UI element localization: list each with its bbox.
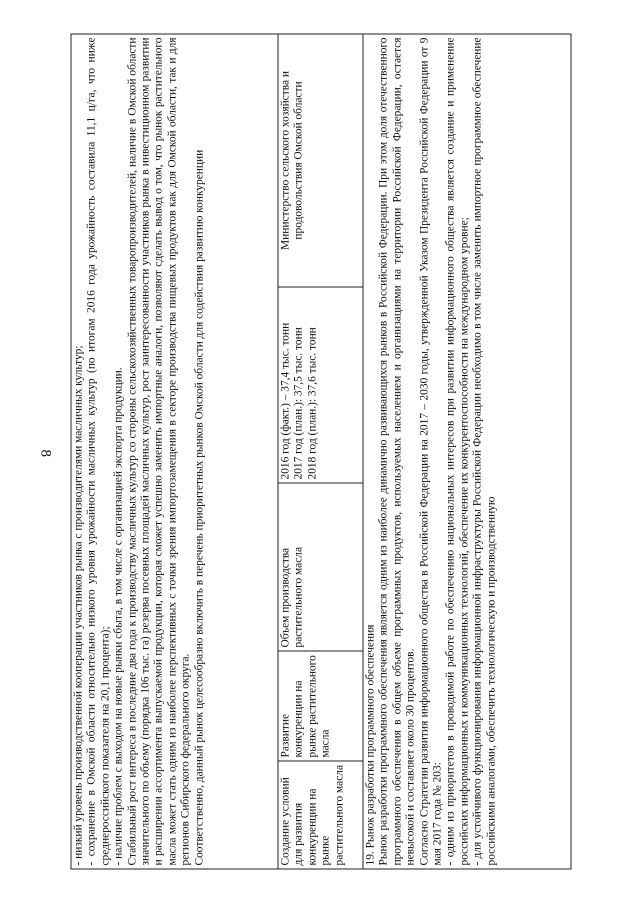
value-2016: 2016 год (факт.) – 37,4 тыс. тонн <box>279 322 291 480</box>
section-row-software-market <box>363 34 571 869</box>
oil-market-analysis-cell <box>71 34 278 869</box>
document-table <box>70 33 571 869</box>
paragraph: - одним из приоритетов в проводимой работе по обеспечению национальных интересов при развитии информационного общества является создание и применение российских информационных и коммуникационных технологий, обеспечение их конкурентоспособности на международном уровне; <box>444 37 470 866</box>
paragraph: - сохранение в Омской области относительно низкого уровня урожайности масличных культур (по итогам 2016 года урожайность составила 11,1 ц/га, что ниже среднероссийского показателя на 20,1 процента); <box>85 37 111 866</box>
page-number: 8 <box>37 449 54 457</box>
cell-values <box>278 287 363 483</box>
section-row-oil-market-analysis <box>71 34 278 869</box>
paragraph: Соответственно, данный рынок целесообразно включить в перечень приоритетных рынков Омской области для содействия развитию конкуренции <box>192 149 205 866</box>
paragraph: Согласно Стратегии развития информационного общества в Российской Федерации на 2017 – 2030 годы, утвержденной Указом Президента Российской Федерации от 9 мая 2017 года № 203: <box>417 37 444 866</box>
cell-responsible: Министерство сельского хозяйства и продовольствия Омской области <box>278 34 363 287</box>
value-2018: 2018 год (план.): 37,6 тыс. тонн <box>305 327 318 480</box>
paragraph: - наличие проблем с выходом на новые рынки сбыта, в том числе с организацией экспорта продукции. <box>112 367 125 866</box>
cell-goal: Развитие конкуренции на рынке растительного масла <box>278 651 363 761</box>
table-row-oil-competition <box>278 34 363 869</box>
software-market-cell <box>363 34 571 869</box>
rotated-page-content <box>70 35 570 870</box>
paragraph: Стабильный рост интереса в последние два года к производству масличных культур со стороны сельскохозяйственных товаропроизводителей, наличие в Омской области значительного по объему (порядка 106 тыс. га) резерва посевных площадей масличных культур, рост заинтересованности участников рынка в инвестиционном развитии и расширении ассортимента выпускаемой продукции, которая сможет успешно заменить импортные аналоги, позволяют сделать вывод о том, что рынок растительного масла может стать одним из наиболее перспективных с точки зрения импортозамещения в секторе производства пищевых продуктов как для Омской области, так и для регионов Сибирского федерального округа. <box>125 37 192 866</box>
value-2017: 2017 год (план.): 37,5 тыс. тонн <box>292 327 305 480</box>
paragraph: - для устойчивого функционирования информационной инфраструктуры Российской Федерации необходимо в том числе заменить импортное программное обеспечение российскими аналогами, обеспечить технологическую и производственную <box>471 37 497 866</box>
paragraph: Рынок разработки программного обеспечения является одним из наиболее динамично развивающихся рынков в Российской Федерации. При этом доля отечественного программного обеспечения в общем объеме программных продуктов, используемых населением и организациями на территории Российской Федерации, остается невысокой и составляет около 30 процентов. <box>377 37 417 866</box>
section-heading: 19. Рынок разработки программного обеспечения <box>364 624 376 866</box>
cell-measure: Создание условий для развития конкуренции на рынке растительного масла <box>278 761 363 869</box>
cell-indicator: Объем производства растительного масла <box>278 483 363 651</box>
paragraph: - низкий уровень производственной кооперации участников рынка с производителями масличных культур; <box>72 345 84 866</box>
